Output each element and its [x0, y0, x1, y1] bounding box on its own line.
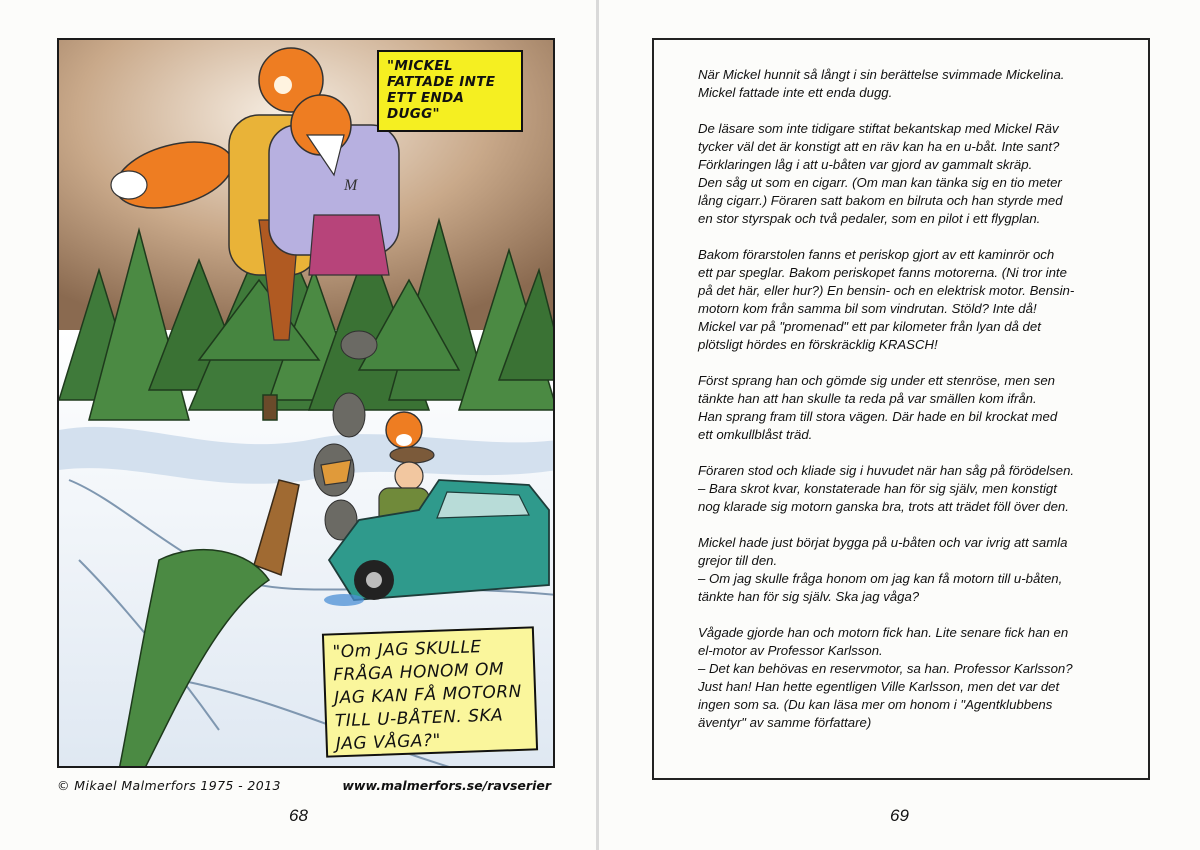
- comic-panel: [57, 38, 555, 768]
- basket-illustration: [321, 460, 351, 485]
- right-page: [599, 0, 1200, 850]
- paragraph: Bakom förarstolen fanns et periskop gjort av ett kaminrör och ett par speglar. Bakom periskopet fanns motorerna. (Ni tror inte på det här, eller hur?) En bensin- och en elektrisk motor. Bensin- motorn kom från samma bil som vindrutan. Stöld? Inte då! Mickel var på "promenad" ett par kilometer från lyan då det plötsligt hördes en förskräcklig KRASCH!: [698, 247, 1075, 352]
- small-fox-illustration: [386, 412, 422, 448]
- page-number-left: 68: [289, 806, 308, 825]
- paragraph: Först sprang han och gömde sig under ett stenröse, men sen tänkte han att han skulle ta reda på var smällen kom ifrån. Han sprang fram till stora vägen. Där hade en bil krockat med ett omkullblåst träd.: [698, 373, 1058, 442]
- paragraph: Föraren stod och kliade sig i huvudet när han såg på förödelsen. – Bara skrot kvar, konstaterade han för sig själv, men konstigt nog klarade sig motorn ganska bra, trots att trädet föll över den.: [698, 463, 1075, 514]
- paragraph: De läsare som inte tidigare stiftat bekantskap med Mickel Räv tycker väl det är konstigt att en räv kan ha en u-båt. Inte sant? Förklaringen låg i att u-båten var gjord av gammalt skräp. Den såg ut som en cigarr. (Om man kan tänka sig en tio meter lång cigarr.) Föraren satt bakom en bilruta och han styrde med en stor styrspak och två pedaler, som en pilot i ett flygplan.: [698, 121, 1063, 226]
- sweater-letter: M: [344, 177, 358, 194]
- left-page: [0, 0, 597, 850]
- page-number-right: 69: [890, 806, 909, 825]
- copyright-text: © Mikael Malmerfors 1975 - 2013: [57, 778, 281, 793]
- text-frame: [652, 38, 1150, 780]
- paragraph: Vågade gjorde han och motorn fick han. Lite senare fick han en el-motor av Professor Karlsson. – Det kan behövas en reservmotor, sa han. Professor Karlsson? Just han! Han hette egentligen Ville Karlsson, men det var det ingen som sa. (Du kan läsa mer om honom i "Agentklubbens äventyr" av samme författare): [698, 625, 1073, 730]
- website-url: www.malmerfors.se/ravserier: [342, 778, 551, 793]
- caption-bottom: "Om JAG SKULLE FRÅGA HONOM OM JAG KAN FÅ MOTORN TILL U-BÅTEN. SKA JAG VÅGA?": [322, 626, 538, 757]
- caption-top: "MICKEL FATTADE INTE ETT ENDA DUGG": [377, 50, 523, 132]
- paragraph: När Mickel hunnit så långt i sin berättelse svimmade Mickelina. Mickel fattade inte ett enda dugg.: [698, 67, 1065, 100]
- paragraph: Mickel hade just börjat bygga på u-båten och var ivrig att samla grejor till den. – Om jag skulle fråga honom om jag kan få motorn till u-båten, tänkte han för sig själv. Ska jag våga?: [698, 535, 1068, 604]
